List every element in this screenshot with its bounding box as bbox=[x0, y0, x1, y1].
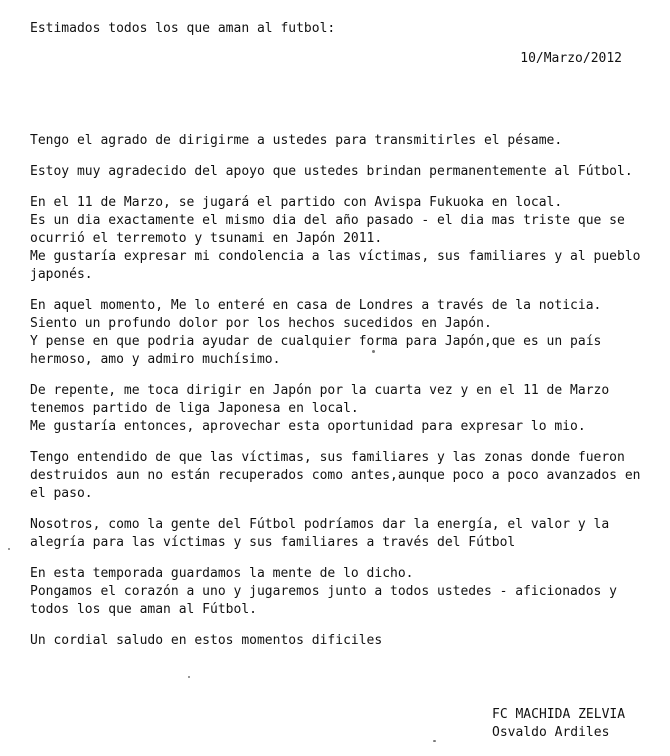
paragraph-line: Estoy muy agradecido del apoyo que ustedes brindan permanentemente al Fútbol. bbox=[30, 164, 633, 179]
letter-header bbox=[30, 20, 655, 38]
paragraph-line: Siento un profundo dolor por los hechos sucedidos en Japón. bbox=[30, 316, 492, 331]
paragraph-line: Es un dia exactamente el mismo dia del año pasado - el dia mas triste que se bbox=[30, 213, 625, 228]
paragraph-line: destruidos aun no están recuperados como antes,aunque poco a poco avanzados en bbox=[30, 468, 641, 483]
letter-paragraph bbox=[30, 194, 655, 284]
signature-club: FC MACHIDA ZELVIA bbox=[492, 707, 626, 722]
greeting-line: Estimados todos los que aman al futbol: bbox=[30, 21, 336, 36]
scan-speck bbox=[8, 548, 10, 550]
signature-name: Osvaldo Ardiles bbox=[492, 725, 610, 740]
paragraph-line: Tengo entendido de que las víctimas, sus familiares y las zonas donde fueron bbox=[30, 450, 625, 465]
paragraph-line: Nosotros, como la gente del Fútbol podríamos dar la energía, el valor y la bbox=[30, 517, 610, 532]
letter-paragraph bbox=[30, 163, 655, 181]
scan-speck bbox=[433, 740, 436, 742]
paragraph-line: Un cordial saludo en estos momentos dificiles bbox=[30, 633, 383, 648]
signature-block bbox=[492, 706, 625, 742]
paragraph-line: De repente, me toca dirigir en Japón por la cuarta vez y en el 11 de Marzo bbox=[30, 383, 610, 398]
paragraph-line: Me gustaría expresar mi condolencia a las víctimas, sus familiares y al pueblo bbox=[30, 249, 641, 264]
paragraph-line: el paso. bbox=[30, 486, 93, 501]
letter-paragraph bbox=[30, 297, 655, 369]
letter-body bbox=[30, 132, 655, 663]
paragraph-line: japonés. bbox=[30, 267, 93, 282]
letter-paragraph bbox=[30, 516, 655, 552]
paragraph-line: todos los que aman al Fútbol. bbox=[30, 602, 257, 617]
paragraph-line: ocurrió el terremoto y tsunami en Japón 2011. bbox=[30, 231, 383, 246]
letter-paragraph bbox=[30, 449, 655, 503]
letter-paragraph bbox=[30, 132, 655, 150]
paragraph-line: En aquel momento, Me lo enteré en casa de Londres a través de la noticia. bbox=[30, 298, 602, 313]
paragraph-line: Y pense en que podria ayudar de cualquier forma para Japón,que es un país bbox=[30, 334, 602, 349]
letter-date: 10/Marzo/2012 bbox=[520, 51, 622, 66]
letter-paragraph bbox=[30, 382, 655, 436]
paragraph-line: tenemos partido de liga Japonesa en local. bbox=[30, 401, 359, 416]
scan-speck bbox=[188, 676, 190, 678]
paragraph-line: Tengo el agrado de dirigirme a ustedes para transmitirles el pésame. bbox=[30, 133, 563, 148]
letter-paragraph bbox=[30, 632, 655, 650]
paragraph-line: hermoso, amo y admiro muchísimo. bbox=[30, 352, 281, 367]
letter-paragraph bbox=[30, 565, 655, 619]
paragraph-line: En esta temporada guardamos la mente de lo dicho. bbox=[30, 566, 414, 581]
paragraph-line: alegría para las víctimas y sus familiares a través del Fútbol bbox=[30, 535, 516, 550]
paragraph-line: Me gustaría entonces, aprovechar esta oportunidad para expresar lo mio. bbox=[30, 419, 586, 434]
scan-speck bbox=[372, 350, 375, 353]
paragraph-line: Pongamos el corazón a uno y jugaremos junto a todos ustedes - aficionados y bbox=[30, 584, 617, 599]
paragraph-line: En el 11 de Marzo, se jugará el partido con Avispa Fukuoka en local. bbox=[30, 195, 563, 210]
